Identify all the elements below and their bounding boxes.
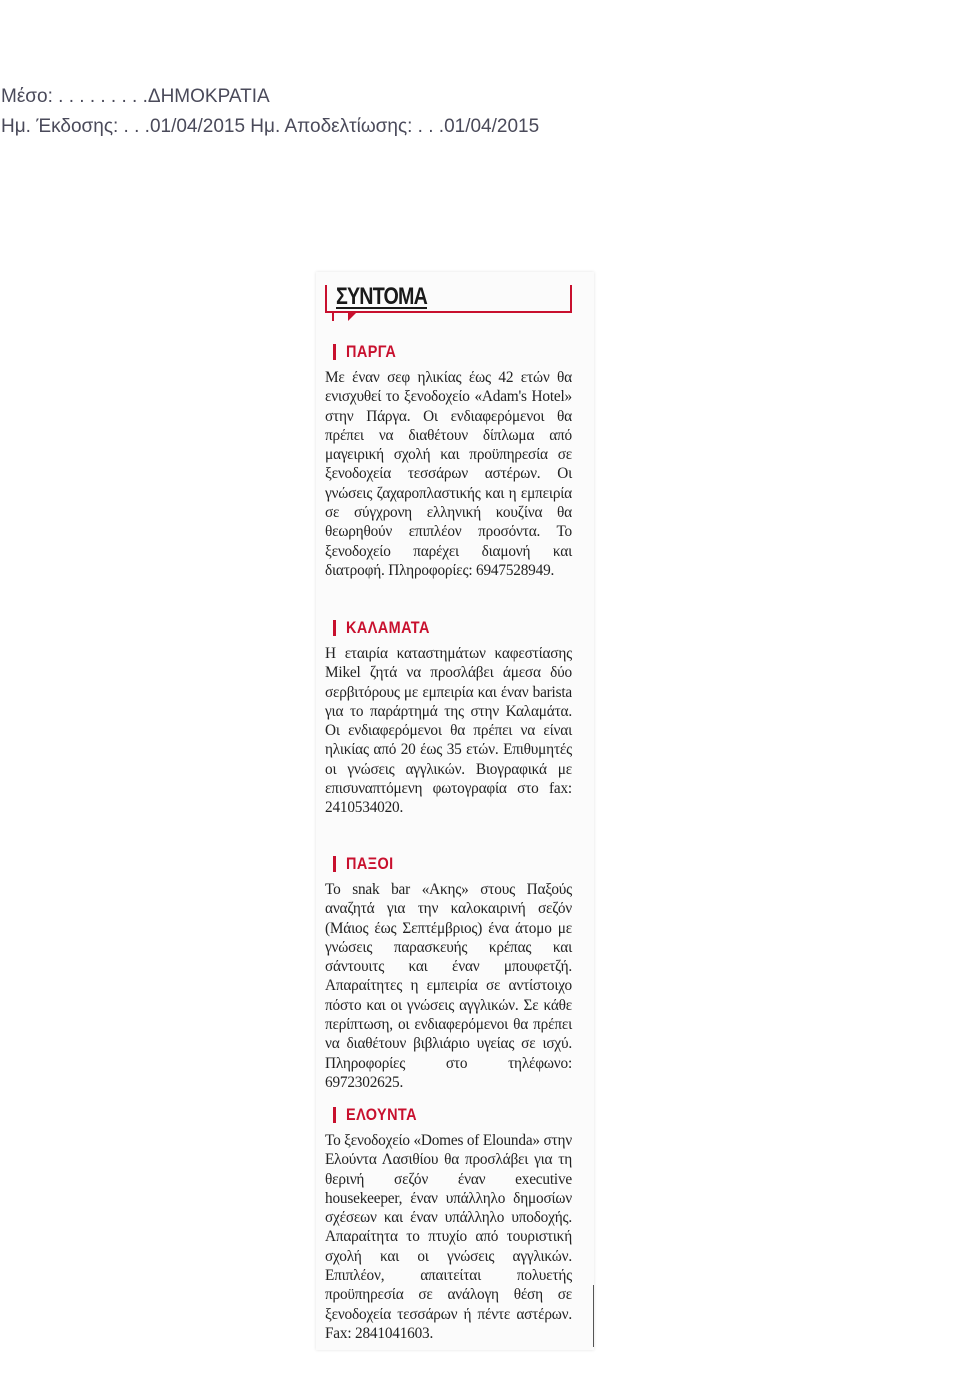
dates-line: Ημ. Έκδοσης: . . .01/04/2015 Ημ. Αποδελτίωσης: . . .01/04/2015 bbox=[1, 116, 540, 137]
section-bar bbox=[333, 620, 336, 636]
section-body: Το ξενοδοχείο «Domes of Elounda» στην Ελούντα Λασιθίου θα προσλάβει για τη θερινή σεζόν έναν executive housekeeper, έναν υπάλληλο δημοσίων σχέσεων και έναν υπάλληλο υποδοχής. Απαραίτητα το πτυχίο από τουριστική σχολή και οι γνώσεις αγγλικών. Επιπλέον, απαιτείται πολυετής προϋπηρεσία σε ανάλογη θέση σε ξενοδοχεία τεσσάρων ή πέντε αστέρων. Fax: 2841041603. bbox=[325, 1132, 572, 1342]
section-elounda bbox=[325, 1105, 572, 1343]
section-paxoi bbox=[325, 854, 572, 1092]
clipping-header: ΣΥΝΤΟΜΑ bbox=[336, 283, 427, 310]
section-bar bbox=[333, 856, 336, 872]
section-title: ΠΑΞΟΙ bbox=[346, 854, 394, 873]
section-body: Η εταιρία καταστημάτων καφεστίασης Mikel ζητά να προσλάβει άμεσα δύο σερβιτόρους με εμπειρία και έναν barista για το παράρτημά της στην Καλαμάτα. Οι ενδιαφερόμενοι θα πρέπει να είναι ηλικίας από 20 έως 35 ετών. Επιθυμητές οι γνώσεις αγγλικών. Βιογραφικά με επισυναπτόμενη φωτογραφία στο fax: 2410534020. bbox=[325, 645, 572, 817]
section-kalamata bbox=[325, 618, 572, 818]
section-title: ΕΛΟΥΝΤΑ bbox=[346, 1105, 417, 1124]
column-rule bbox=[593, 1285, 594, 1347]
header-tab-pointer bbox=[332, 311, 390, 321]
section-title: ΠΑΡΓΑ bbox=[346, 342, 397, 361]
section-bar bbox=[333, 344, 336, 360]
section-parga bbox=[325, 342, 572, 580]
medium-line: Μέσο: . . . . . . . . .ΔΗΜΟΚΡΑΤΙΑ bbox=[1, 86, 270, 107]
section-body: Το snak bar «Ακης» στους Παξούς αναζητά για την καλοκαιρινή σεζόν (Μάιος έως Σεπτέμβριος) ένα άτομο με γνώσεις παρασκευής κρέπας και σάντουιτς και έναν μπουφετζή. Απαραίτητες η εμπειρία σε αντίστοιχο πόστο και οι γνώσεις αγγλικών. Σε κάθε περίπτωση, οι ενδιαφερόμενοι θα πρέπει να διαθέτουν βιβλιάριο υγείας σε ισχύ. Πληροφορίες στο τηλέφωνο: 6972302625. bbox=[325, 881, 572, 1091]
section-body: Με έναν σεφ ηλικίας έως 42 ετών θα ενισχυθεί το ξενοδοχείο «Adam's Hotel» στην Πάργα. Οι ενδιαφερόμενοι θα πρέπει να διαθέτουν δίπλωμα από μαγειρική σχολή και προϋπηρεσία σε ξενοδοχεία τεσσάρων αστέρων. Οι γνώσεις ζαχαροπλαστικής και η εμπειρία σε σύγχρονη ελληνική κουζίνα θα θεωρηθούν επιπλέον προσόντα. Το ξενοδοχείο παρέχει διαμονή και διατροφή. Πληροφορίες: 6947528949. bbox=[325, 369, 572, 579]
section-title: ΚΑΛΑΜΑΤΑ bbox=[346, 618, 430, 637]
section-bar bbox=[333, 1107, 336, 1123]
